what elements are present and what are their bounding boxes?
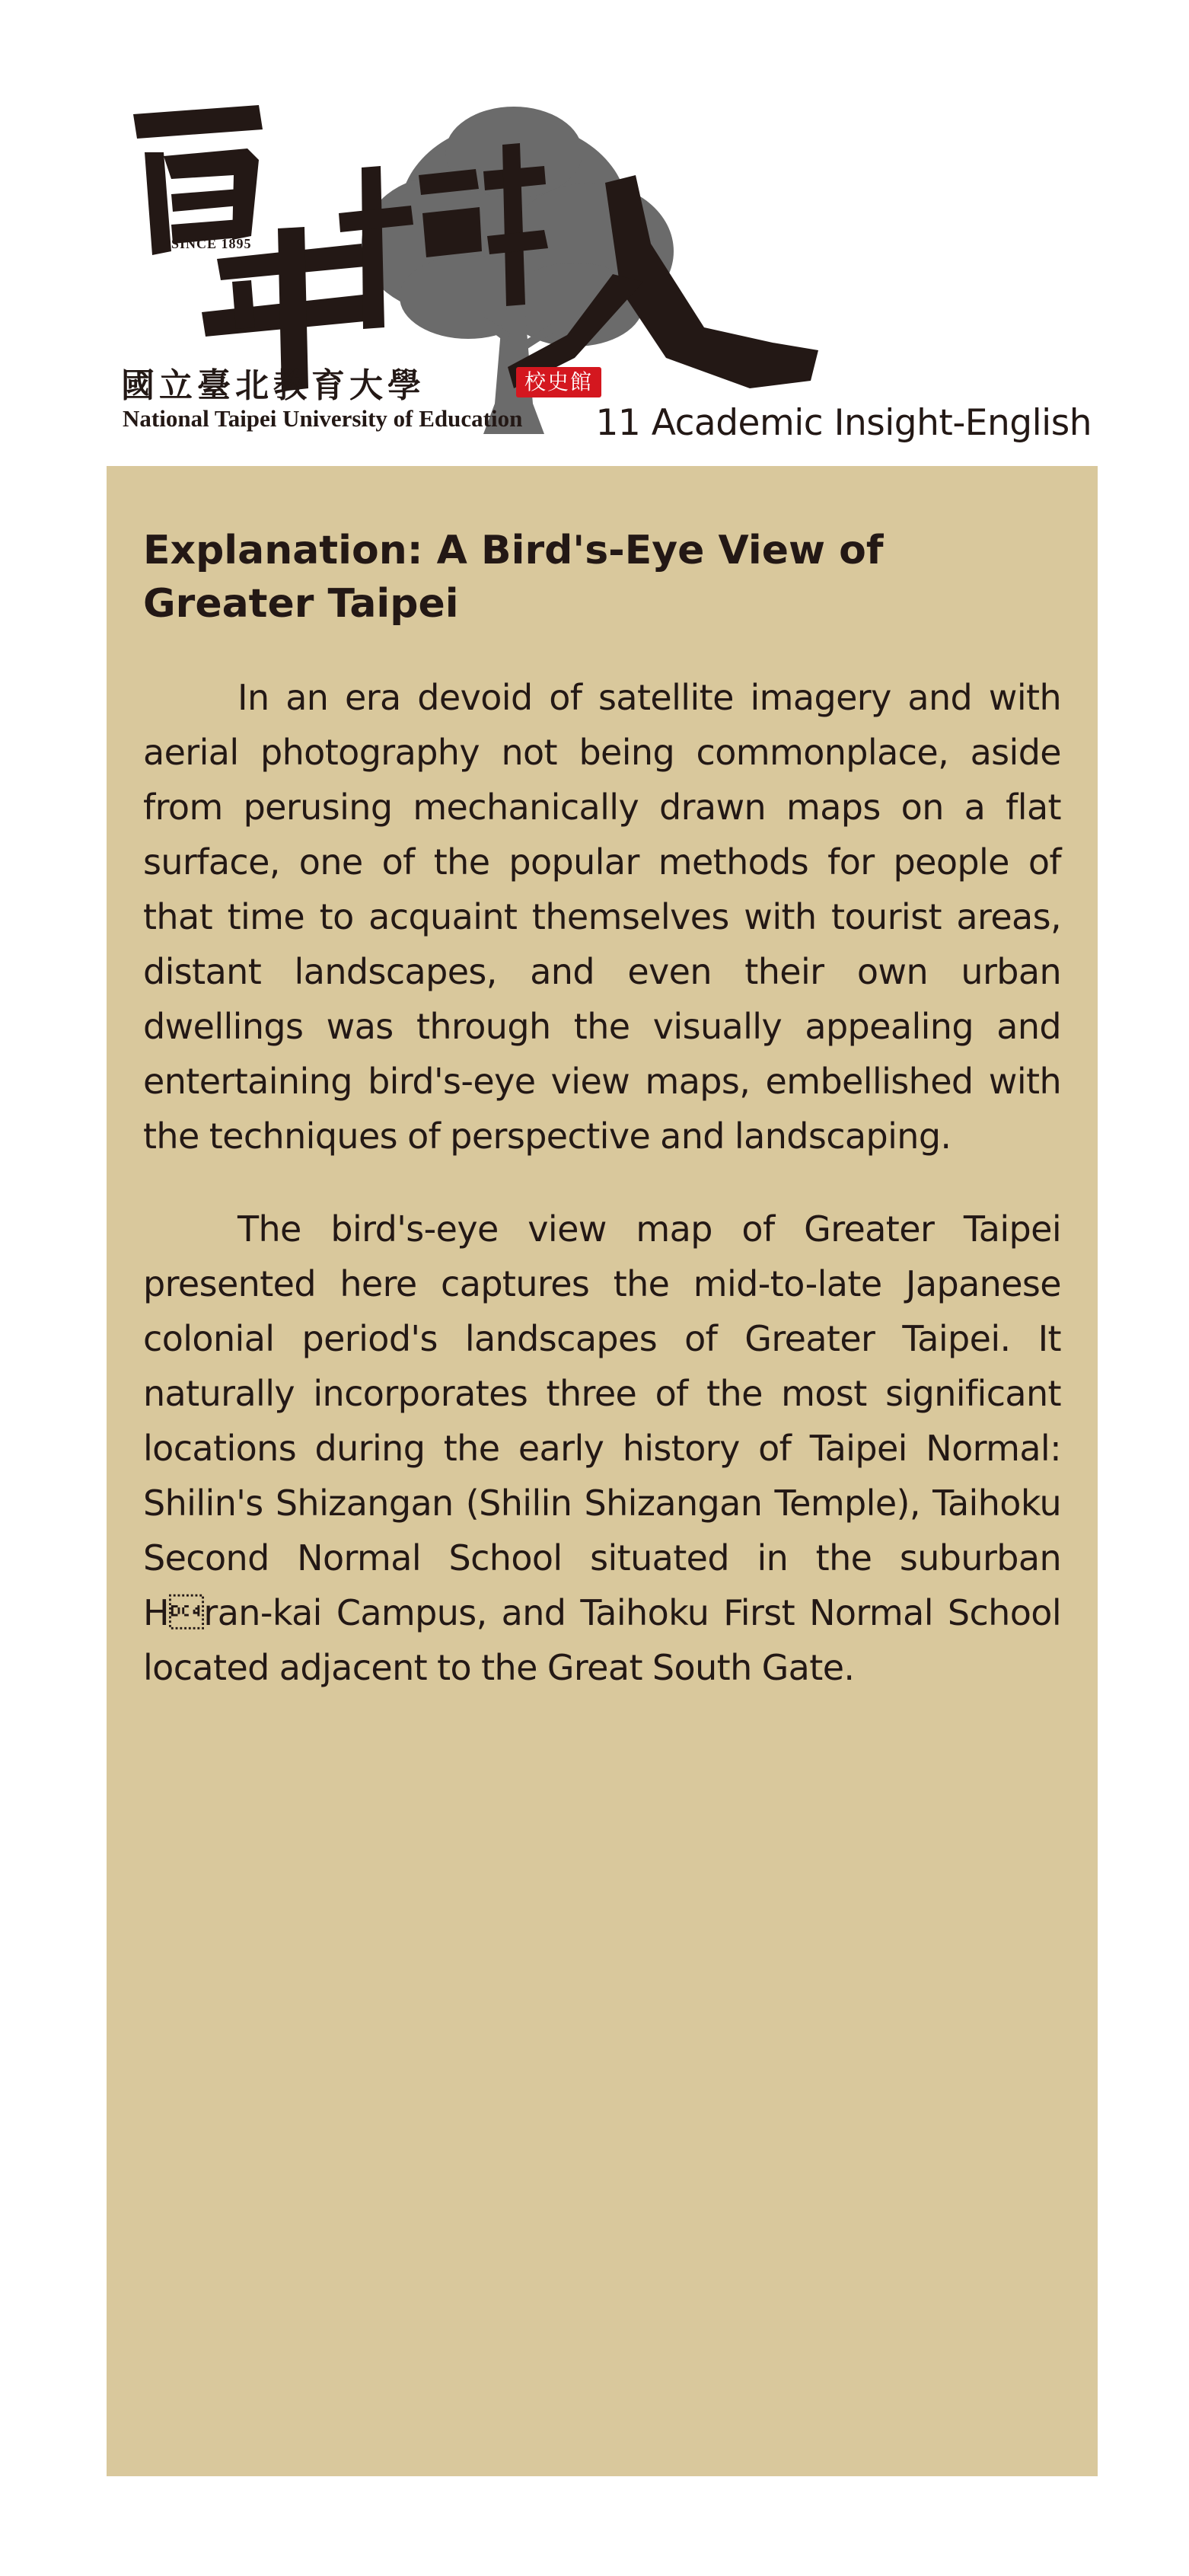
article-title: Explanation: A Bird's-Eye View of Greater Taipei <box>143 528 884 627</box>
article-paragraph: The bird's-eye view map of Greater Taipei presented here captures the mid-to-late Japanese colonial period's landscapes of Greater Taipei. It naturally incorporates three of the most significant locations during the early history of Taipei Normal: Shilin's Shizangan (Shilin Shizangan Temple), Taihoku Second Normal School situated in the suburban Hran-kai Campus, and Taihoku First Normal School located adjacent to the Great South Gate. <box>143 1208 1061 1688</box>
museum-seal-stamp: 校史館 <box>516 367 601 397</box>
article-paragraph: In an era devoid of satellite imagery and with aerial photography not being commonplace, aside from perusing mechanically drawn maps on a flat surface, one of the popular methods for people of that time to acquaint themselves with tourist areas, distant landscapes, and even their own urban dwellings was through the visually appealing and entertaining bird's-eye view maps, embellished with the techniques of perspective and landscaping. <box>143 677 1061 1157</box>
university-english-name: National Taipei University of Education <box>123 405 523 432</box>
since-year-label: SINCE 1895 <box>171 236 252 251</box>
section-tag: 11 Academic Insight-English <box>595 402 1092 444</box>
content-panel <box>107 466 1098 2476</box>
article <box>143 524 1061 1733</box>
university-chinese-name: 國立臺北教育大學 <box>121 366 426 405</box>
